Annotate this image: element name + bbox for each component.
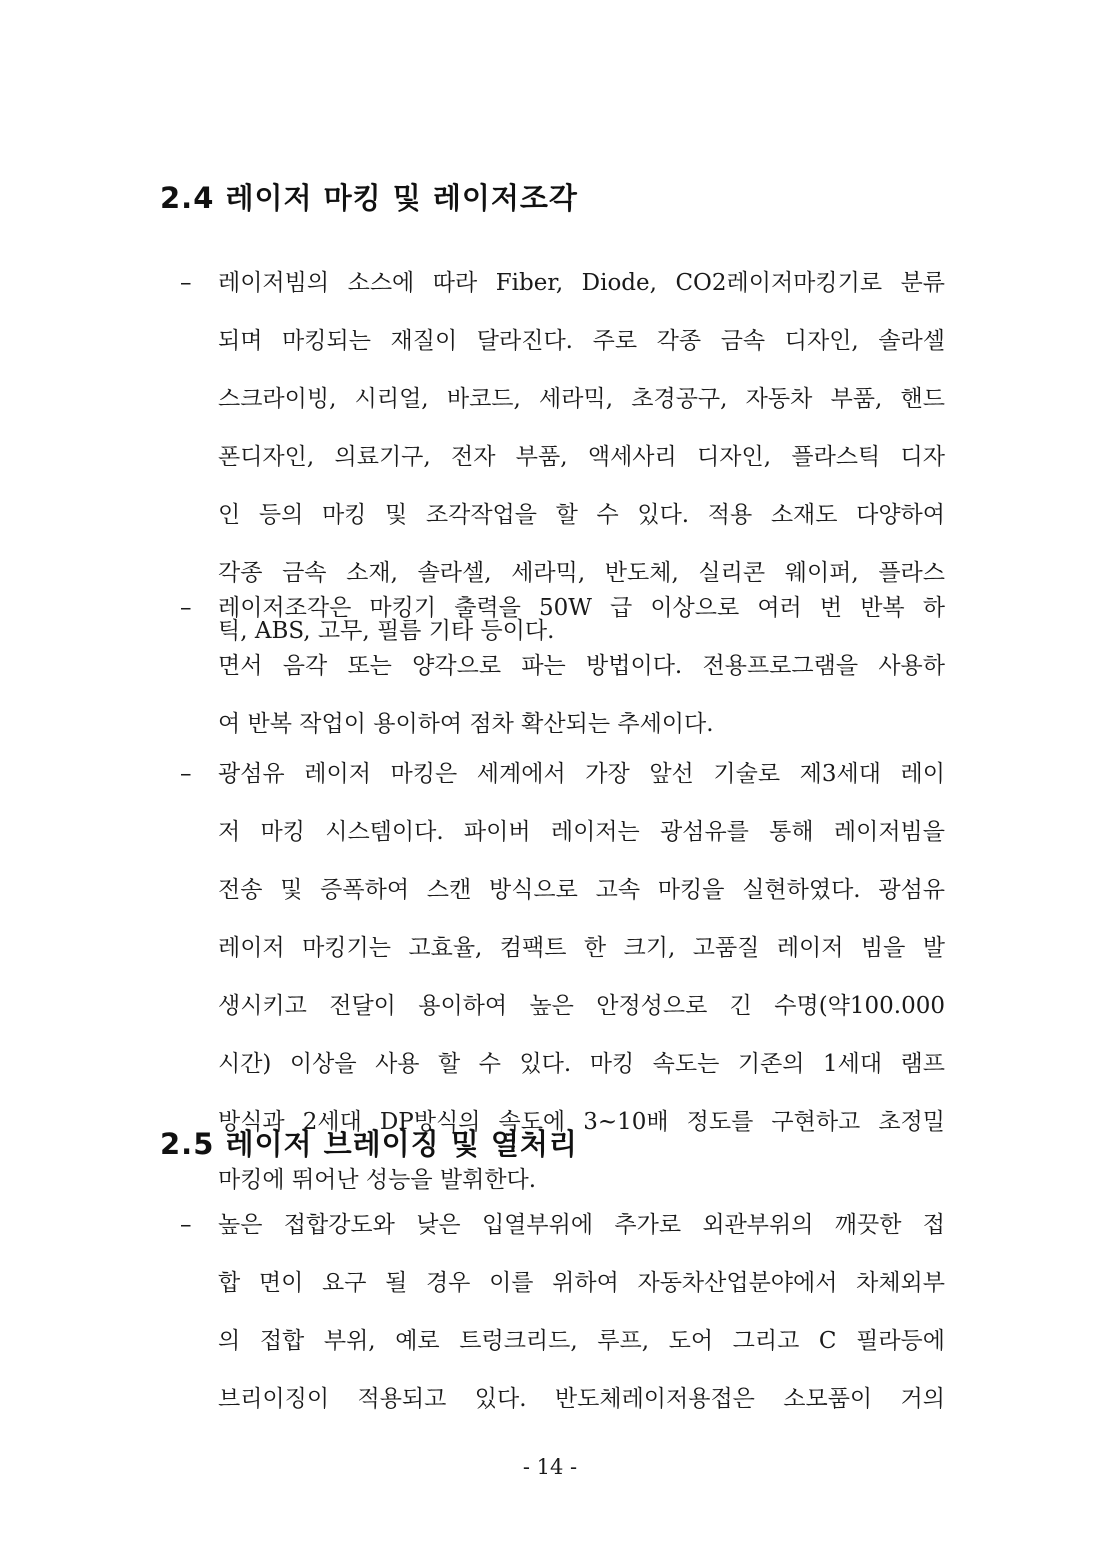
paragraph-line: 저 마킹 시스템이다. 파이버 레이저는 광섬유를 통해 레이저빔을: [218, 819, 945, 845]
paragraph-line: 광섬유 레이저 마킹은 세계에서 가장 앞선 기술로 제3세대 레이: [218, 761, 945, 787]
paragraph-line: 시간) 이상을 사용 할 수 있다. 마킹 속도는 기존의 1세대 램프: [218, 1051, 945, 1077]
paragraph-line: 마킹에 뛰어난 성능을 발휘한다.: [218, 1167, 537, 1193]
paragraph-line: 높은 접합강도와 낮은 입열부위에 추가로 외관부위의 깨끗한 접: [218, 1212, 945, 1238]
bullet-dash: –: [180, 270, 192, 296]
paragraph-line: 여 반복 작업이 용이하여 점차 확산되는 추세이다.: [218, 711, 714, 737]
section-heading-2-4: 2.4 레이저 마킹 및 레이저조각: [160, 181, 578, 215]
paragraph-line: 합 면이 요구 될 경우 이를 위하여 자동차산업분야에서 차체외부: [218, 1270, 945, 1296]
paragraph-laser-engraving: [180, 579, 945, 753]
paragraph-line: 되며 마킹되는 재질이 달라진다. 주로 각종 금속 디자인, 솔라셀: [218, 328, 945, 354]
paragraph-line: 브리이징이 적용되고 있다. 반도체레이저용접은 소모품이 거의: [218, 1386, 945, 1412]
paragraph-laser-brazing: [180, 1196, 945, 1428]
paragraph-line: 방식과 2세대 DP방식의 속도에 3~10배 정도를 구현하고 초정밀: [218, 1109, 945, 1135]
bullet-dash: –: [180, 595, 192, 621]
paragraph-line: 전송 및 증폭하여 스캔 방식으로 고속 마킹을 실현하였다. 광섬유: [218, 877, 945, 903]
paragraph-line: 레이저 마킹기는 고효율, 컴팩트 한 크기, 고품질 레이저 빔을 발: [218, 935, 945, 961]
paragraph-line: 레이저조각은 마킹기 출력을 50W 급 이상으로 여러 번 반복 하: [218, 595, 945, 621]
paragraph-line: 각종 금속 소재, 솔라셀, 세라믹, 반도체, 실리콘 웨이퍼, 플라스: [218, 560, 945, 586]
bullet-dash: –: [180, 761, 192, 787]
page-number: - 14 -: [522, 1455, 578, 1479]
bullet-dash: –: [180, 1212, 192, 1238]
paragraph-line: 면서 음각 또는 양각으로 파는 방법이다. 전용프로그램을 사용하: [218, 653, 945, 679]
section-heading-2-5: 2.5 레이저 브레이징 및 열처리: [160, 1127, 578, 1161]
paragraph-line: 인 등의 마킹 및 조각작업을 할 수 있다. 적용 소재도 다양하여: [218, 502, 945, 528]
paragraph-line: 틱, ABS, 고무, 필름 기타 등이다.: [218, 618, 555, 644]
paragraph-line: 레이저빔의 소스에 따라 Fiber, Diode, CO2레이저마킹기로 분류: [218, 270, 945, 296]
paragraph-line: 의 접합 부위, 예로 트렁크리드, 루프, 도어 그리고 C 필라등에: [218, 1328, 945, 1354]
paragraph-line: 생시키고 전달이 용이하여 높은 안정성으로 긴 수명(약100.000: [218, 993, 945, 1019]
paragraph-line: 스크라이빙, 시리얼, 바코드, 세라믹, 초경공구, 자동차 부품, 핸드: [218, 386, 945, 412]
paragraph-line: 폰디자인, 의료기구, 전자 부품, 액세사리 디자인, 플라스틱 디자: [218, 444, 945, 470]
